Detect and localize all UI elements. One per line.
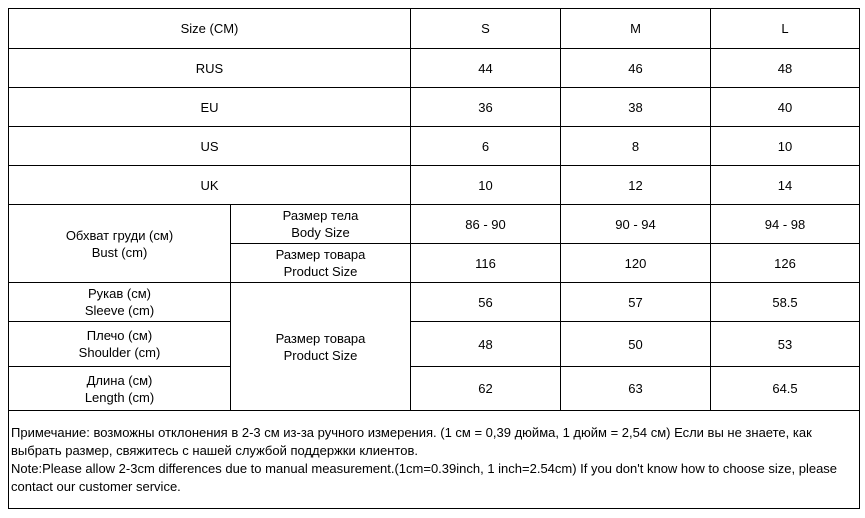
table-cell: 86 - 90 <box>411 205 561 244</box>
table-cell: 12 <box>561 166 711 205</box>
table-cell: 14 <box>711 166 860 205</box>
product-group-label-en: Product Size <box>283 347 358 363</box>
table-cell: 120 <box>561 244 711 283</box>
table-cell: 6 <box>411 127 561 166</box>
table-cell: 56 <box>411 283 561 322</box>
table-cell: 58.5 <box>711 283 860 322</box>
table-cell: 46 <box>561 49 711 88</box>
measure-label-cell <box>9 322 231 367</box>
note-cell <box>9 411 860 509</box>
product-size-label-ru: Размер товара <box>275 247 366 262</box>
measure-label-cell <box>9 367 231 411</box>
table-row <box>9 283 860 322</box>
region-label: UK <box>9 166 411 205</box>
note-row <box>9 411 860 509</box>
table-cell: 36 <box>411 88 561 127</box>
table-cell: 38 <box>561 88 711 127</box>
table-cell: 63 <box>561 367 711 411</box>
region-label: EU <box>9 88 411 127</box>
product-group-label-ru: Размер товара <box>275 330 366 346</box>
size-table <box>8 8 860 509</box>
size-chart <box>8 8 860 509</box>
table-cell: 8 <box>561 127 711 166</box>
table-row <box>9 49 860 88</box>
note-ru: Примечание: возможны отклонения в 2-3 см из-за ручного измерения. (1 см = 0,39 дюйма, 1 дюйм = 2,54 см) Если вы не знаете, как выбрать размер, свяжитесь с нашей службой поддержки клиентов. <box>11 425 812 458</box>
table-row <box>9 205 860 244</box>
bust-label-cell <box>9 205 231 283</box>
table-row <box>9 127 860 166</box>
size-header-l: L <box>711 9 860 49</box>
table-cell: 62 <box>411 367 561 411</box>
region-label: RUS <box>9 49 411 88</box>
table-row <box>9 88 860 127</box>
table-cell: 116 <box>411 244 561 283</box>
size-header-s: S <box>411 9 561 49</box>
shoulder-label-en: Shoulder (cm) <box>78 345 161 360</box>
product-size-label-cell <box>231 244 411 283</box>
product-size-label-en: Product Size <box>283 264 358 279</box>
measure-label-cell <box>9 283 231 322</box>
header-row <box>9 9 860 49</box>
table-cell: 40 <box>711 88 860 127</box>
product-group-label-cell <box>231 283 411 411</box>
sleeve-label-en: Sleeve (cm) <box>84 303 155 318</box>
bust-label-ru: Обхват груди (см) <box>65 227 174 243</box>
body-size-label-en: Body Size <box>291 225 350 240</box>
table-row <box>9 322 860 367</box>
table-cell: 90 - 94 <box>561 205 711 244</box>
table-row <box>9 166 860 205</box>
table-cell: 94 - 98 <box>711 205 860 244</box>
table-cell: 48 <box>711 49 860 88</box>
table-row <box>9 367 860 411</box>
table-cell: 64.5 <box>711 367 860 411</box>
region-label: US <box>9 127 411 166</box>
table-cell: 10 <box>411 166 561 205</box>
table-cell: 44 <box>411 49 561 88</box>
table-cell: 10 <box>711 127 860 166</box>
bust-label-en: Bust (cm) <box>91 244 148 260</box>
body-size-label-ru: Размер тела <box>282 208 359 223</box>
note-en: Note:Please allow 2-3cm differences due to manual measurement.(1cm=0.39inch, 1 inch=2.54cm) If you don't know how to choose size, please contact our customer service. <box>11 461 838 494</box>
size-header-m: M <box>561 9 711 49</box>
length-label-ru: Длина (см) <box>86 372 153 388</box>
size-label-cell: Size (CM) <box>9 9 411 49</box>
shoulder-label-ru: Плечо (см) <box>86 328 153 343</box>
length-label-en: Length (cm) <box>84 389 155 405</box>
body-size-label-cell <box>231 205 411 244</box>
table-cell: 57 <box>561 283 711 322</box>
sleeve-label-ru: Рукав (см) <box>88 286 151 301</box>
table-cell: 126 <box>711 244 860 283</box>
table-cell: 48 <box>411 322 561 367</box>
table-cell: 50 <box>561 322 711 367</box>
table-cell: 53 <box>711 322 860 367</box>
